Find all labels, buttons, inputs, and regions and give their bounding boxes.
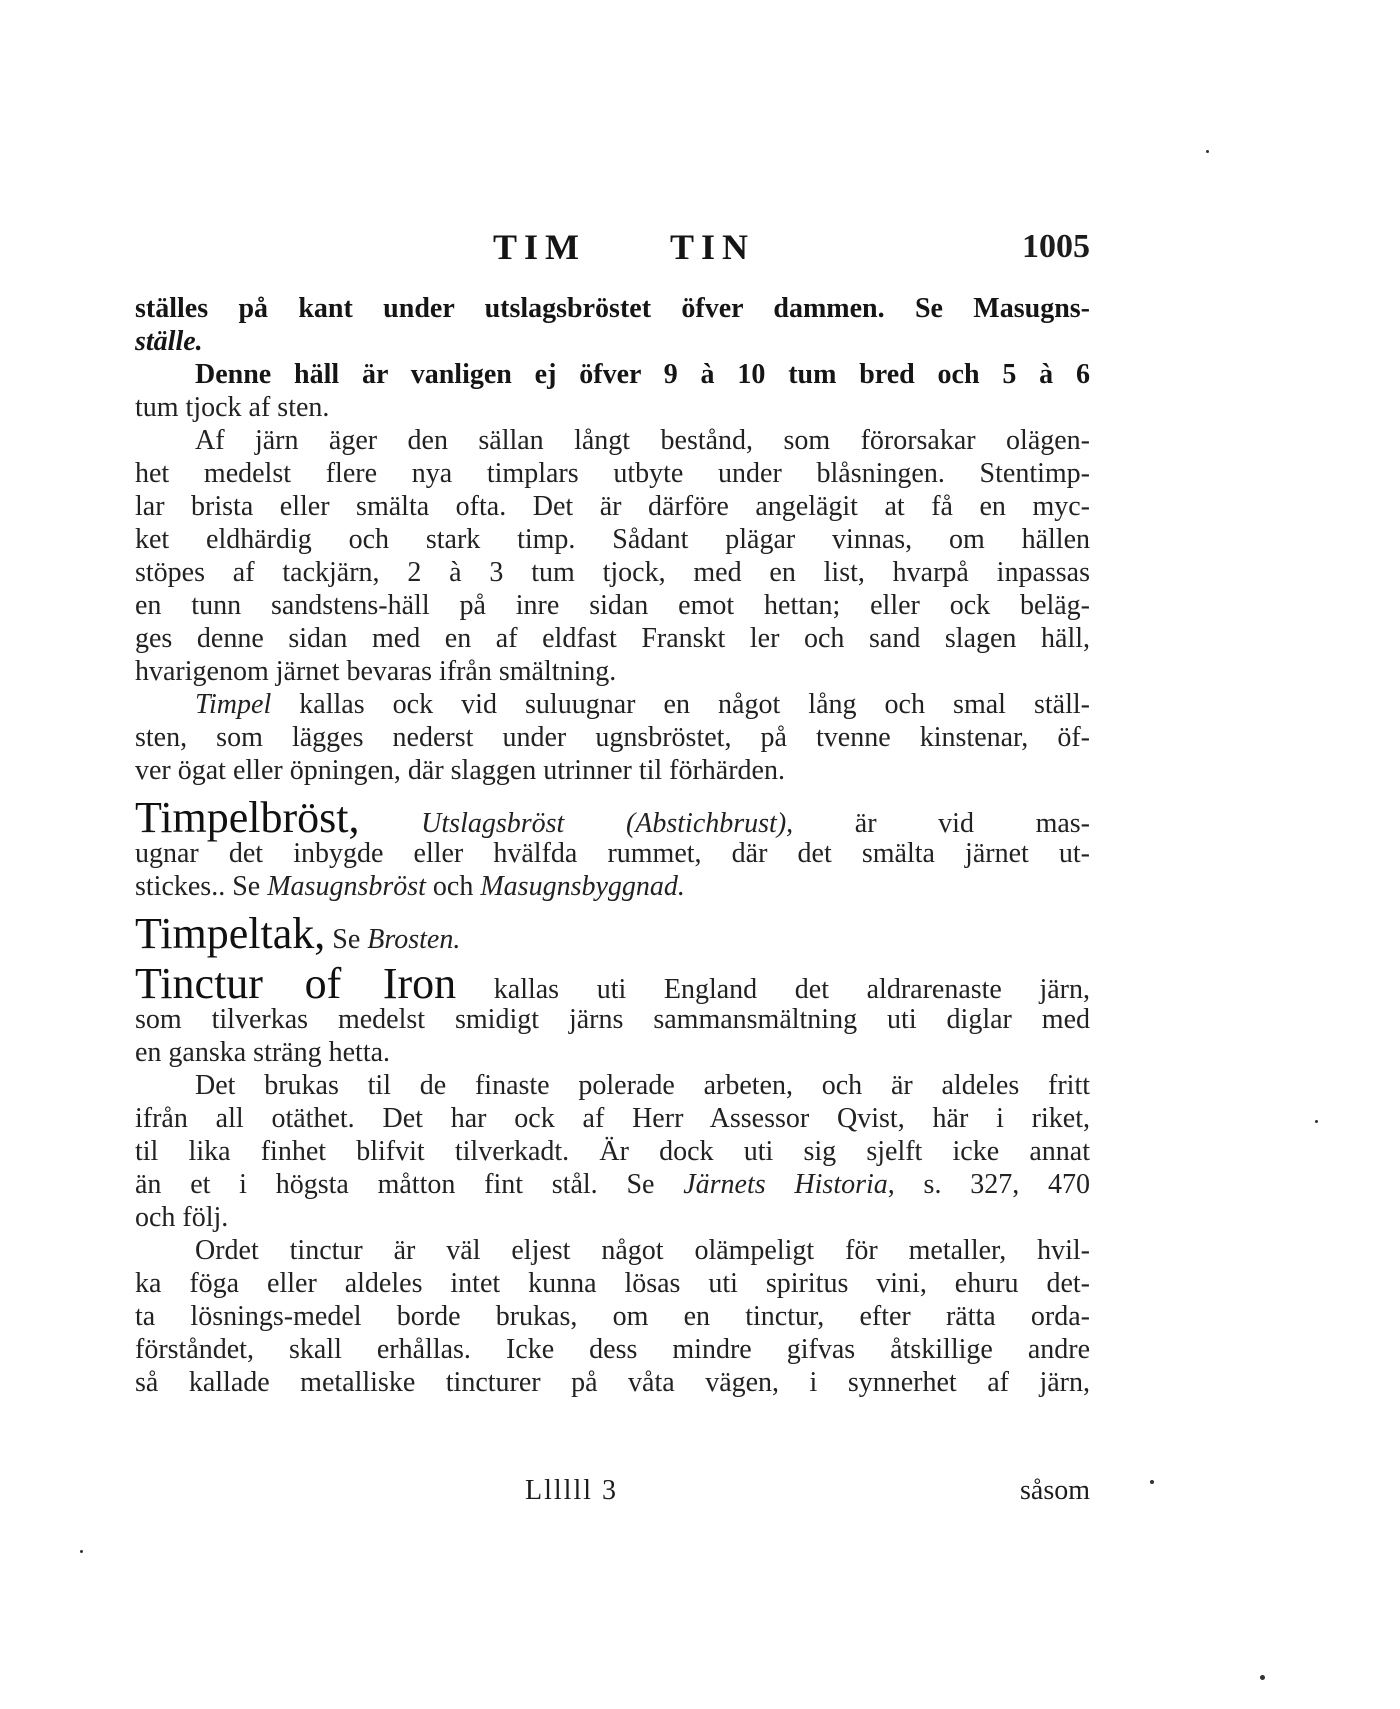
- signature-mark: Llllll 3: [525, 1475, 618, 1506]
- text-line: ugnar det inbygde eller hvälfda rummet, där det smälta järnet ut-: [135, 838, 1090, 869]
- text-line: som tilverkas medelst smidigt järns sammansmältning uti diglar med: [135, 1004, 1090, 1035]
- entry-tinctur-of-iron: [135, 959, 1090, 1399]
- text-line: ställes på kant under utslagsbröstet öfver dammen. Se Masugns-: [135, 293, 1090, 324]
- page-footer: [135, 1475, 1090, 1515]
- page-body: [135, 292, 1090, 1399]
- text-line: lar brista eller smälta ofta. Det är därföre angelägit at få en myc-: [135, 491, 1090, 522]
- text-line: så kallade metalliske tincturer på våta vägen, i synnerhet af järn,: [135, 1367, 1090, 1398]
- paper-speck: [1260, 1675, 1265, 1680]
- page-number: 1005: [1022, 228, 1090, 265]
- text-line: tum tjock af sten.: [135, 392, 330, 423]
- entry-timpelbrost: [135, 793, 1090, 903]
- text-line: stöpes af tackjärn, 2 à 3 tum tjock, med en list, hvarpå inpassas: [135, 557, 1090, 588]
- entry-first-line: Timpelbröst, Utslagsbröst (Abstichbrust), är vid mas-: [135, 793, 1090, 842]
- text-line: och följ.: [135, 1202, 229, 1233]
- catchword: såsom: [1020, 1475, 1090, 1506]
- text-line: en tunn sandstens-häll på inre sidan emot hettan; eller ock beläg-: [135, 590, 1090, 621]
- paper-speck: [1315, 1120, 1318, 1123]
- entry-first-line: Tinctur of Iron kallas uti England det aldrarenaste järn,: [135, 959, 1090, 1008]
- text-line: ka föga eller aldeles intet kunna lösas uti spiritus vini, ehuru det-: [135, 1268, 1090, 1299]
- entry-timpeltak: [135, 909, 1090, 958]
- text-line: sten, som lägges nederst under ugnsbröstet, på tvenne kinstenar, öf-: [135, 722, 1090, 753]
- entry-headword: Timpelbröst,: [135, 793, 360, 842]
- entry-headword: Timpeltak,: [135, 909, 326, 958]
- running-header: [135, 226, 1090, 266]
- text-line: Det brukas til de finaste polerade arbeten, och är aldeles fritt: [195, 1070, 1090, 1101]
- entry-headword: Tinctur of Iron: [135, 959, 457, 1008]
- paper-speck: [80, 1550, 83, 1553]
- text-line: Timpel kallas ock vid suluugnar en något lång och smal ställ-: [195, 689, 1090, 720]
- text-line: ta lösnings-medel borde brukas, om en tinctur, efter rätta orda-: [135, 1301, 1090, 1332]
- text-line: Ordet tinctur är väl eljest något olämpeligt för metaller, hvil-: [195, 1235, 1090, 1266]
- text-line: ket eldhärdig och stark timp. Sådant plägar vinnas, om hällen: [135, 524, 1090, 555]
- text-line: Af järn äger den sällan långt bestånd, som förorsakar olägen-: [195, 425, 1090, 456]
- paper-speck: [1150, 1480, 1154, 1484]
- text-line: stickes.. Se Masugnsbröst och Masugnsbyggnad.: [135, 871, 685, 902]
- text-line: en ganska sträng hetta.: [135, 1037, 391, 1068]
- text-line: til lika finhet blifvit tilverkadt. Är dock uti sig sjelft icke annat: [135, 1136, 1090, 1167]
- header-left-word: TIM: [493, 227, 586, 267]
- text-line: hvarigenom järnet bevaras ifrån smältning.: [135, 656, 617, 687]
- entry-first-line: Timpeltak, Se Brosten.: [135, 909, 461, 958]
- paper-speck: [1206, 150, 1209, 153]
- text-line: förståndet, skall erhållas. Icke dess mindre gifvas åtskillige andre: [135, 1334, 1090, 1365]
- text-line: än et i högsta måtton fint stål. Se Järnets Historia, s. 327, 470: [135, 1169, 1090, 1200]
- text-line: Denne häll är vanligen ej öfver 9 à 10 tum bred och 5 à 6: [195, 359, 1090, 390]
- header-right-word: TIN: [670, 227, 756, 267]
- text-line: ifrån all otäthet. Det har ock af Herr Assessor Qvist, här i riket,: [135, 1103, 1090, 1134]
- text-line: ver ögat eller öpningen, där slaggen utrinner til förhärden.: [135, 755, 785, 786]
- text-line: ställe.: [135, 326, 203, 357]
- text-line: ges denne sidan med en af eldfast Franskt ler och sand slagen häll,: [135, 623, 1090, 654]
- text-line: het medelst flere nya timplars utbyte under blåsningen. Stentimp-: [135, 458, 1090, 489]
